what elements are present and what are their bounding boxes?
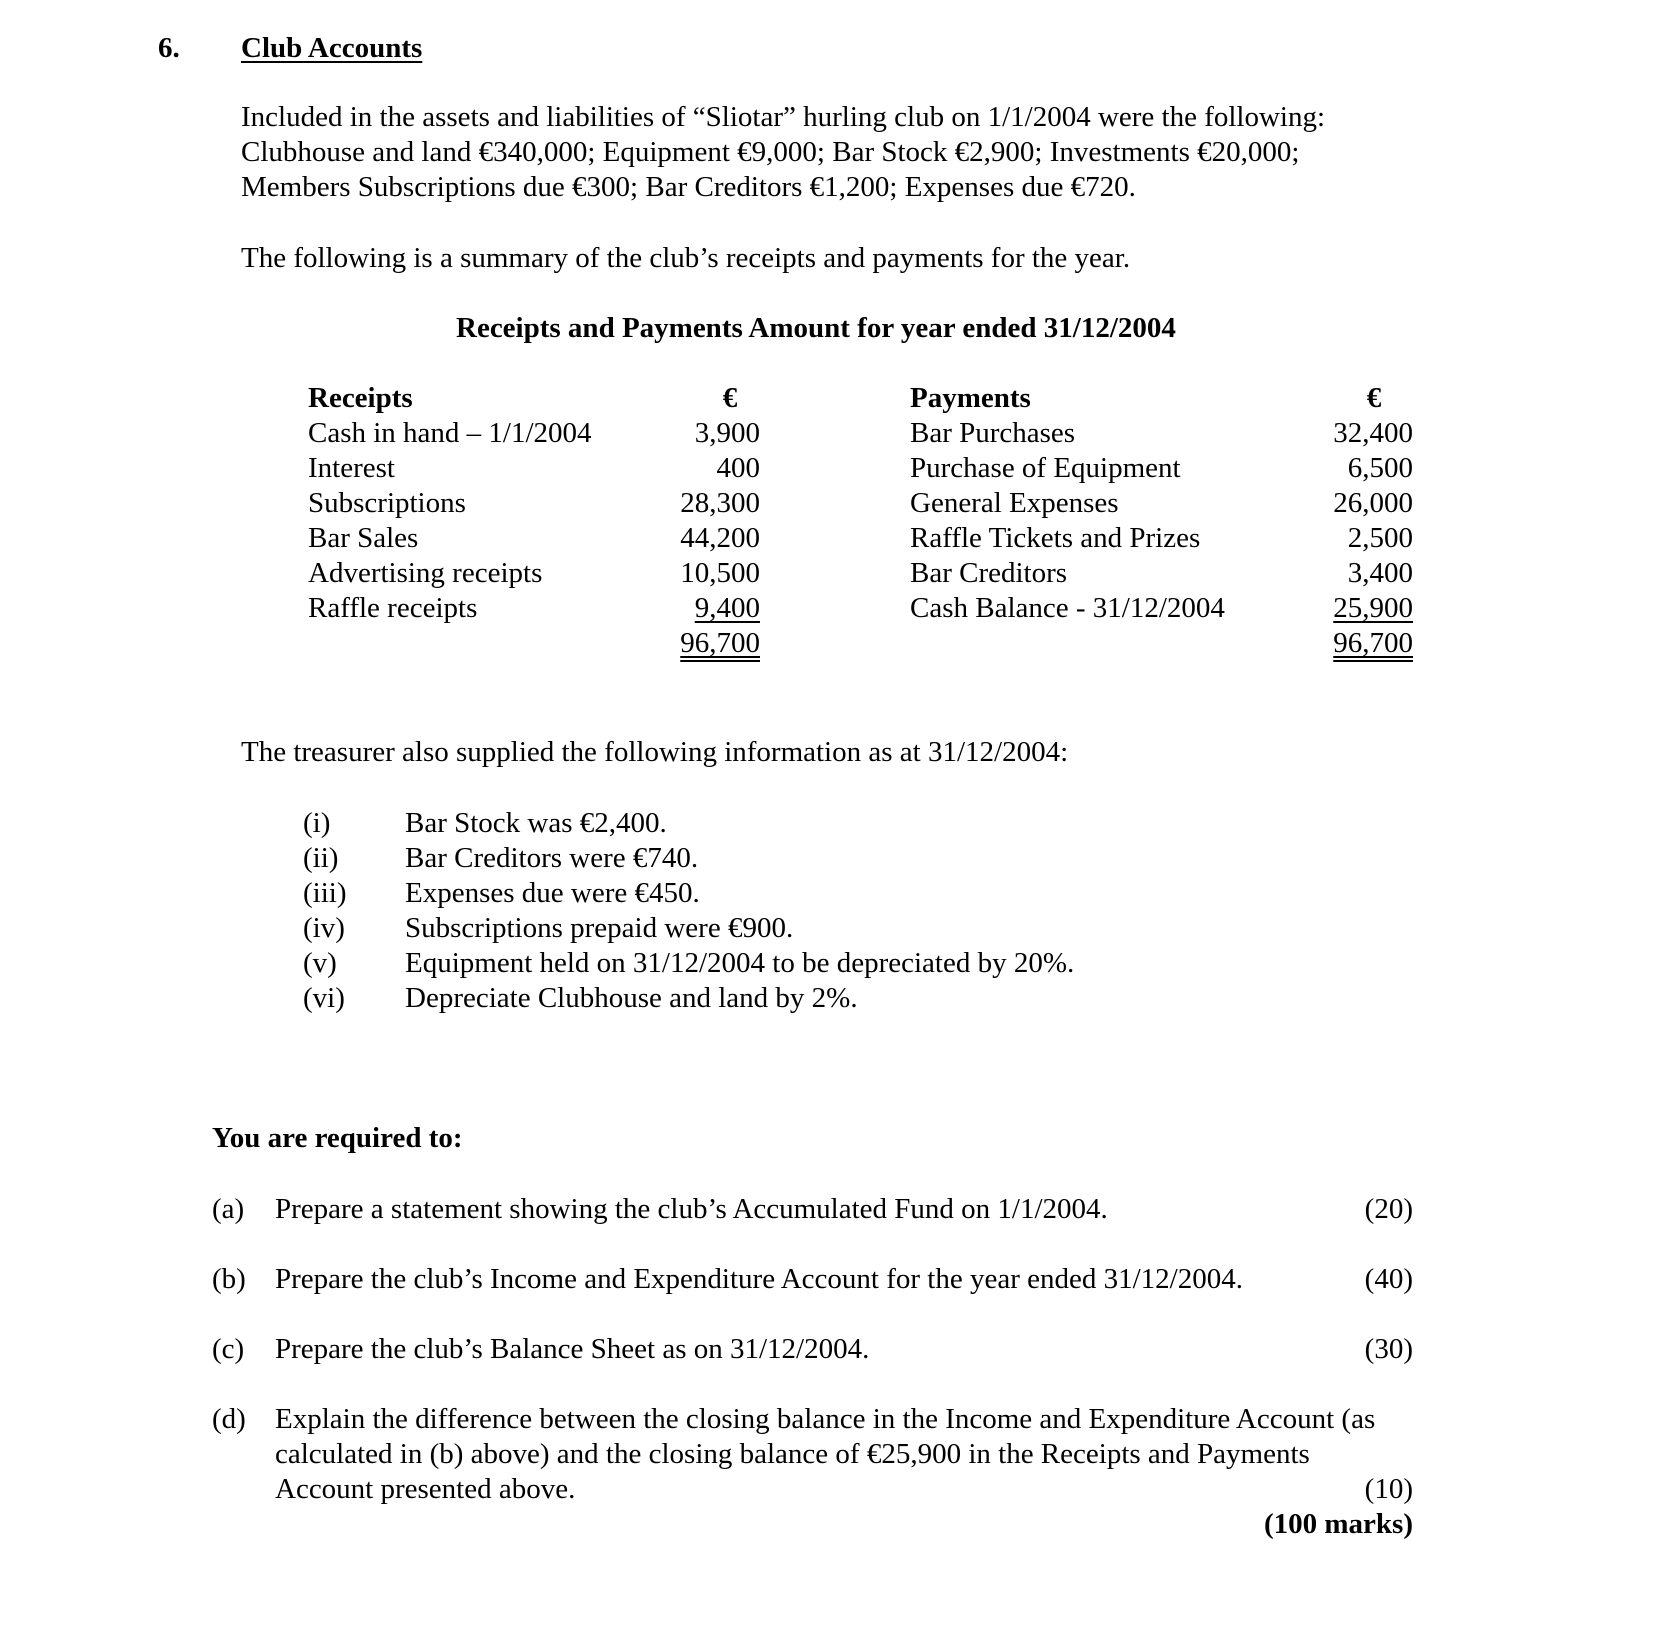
info-text: Bar Creditors were €740. bbox=[405, 842, 699, 874]
requirement-text: Account presented above. bbox=[275, 1473, 576, 1505]
summary-line: The following is a summary of the club’s receipts and payments for the year. bbox=[241, 242, 1131, 274]
info-text: Depreciate Clubhouse and land by 2%. bbox=[405, 982, 858, 1014]
requirement-text: Explain the difference between the closing balance in the Income and Expenditure Account (as bbox=[275, 1403, 1376, 1435]
intro-line: Included in the assets and liabilities of “Sliotar” hurling club on 1/1/2004 were the following: bbox=[241, 101, 1326, 133]
info-number: (iv) bbox=[303, 912, 345, 944]
payment-amount: 6,500 bbox=[1347, 452, 1413, 484]
info-number: (v) bbox=[303, 947, 337, 979]
requirement-text: calculated in (b) above) and the closing balance of €25,900 in the Receipts and Payments bbox=[275, 1438, 1310, 1470]
receipt-label: Interest bbox=[308, 452, 395, 484]
requirements-heading: You are required to: bbox=[212, 1122, 463, 1154]
payments-total: 96,700 bbox=[1333, 627, 1413, 659]
payment-label: Bar Purchases bbox=[910, 417, 1076, 449]
receipts-total: 96,700 bbox=[680, 627, 760, 659]
requirement-marks: (10) bbox=[1364, 1473, 1413, 1505]
question-title: Club Accounts bbox=[241, 32, 423, 64]
intro-line: Members Subscriptions due €300; Bar Creditors €1,200; Expenses due €720. bbox=[241, 171, 1136, 203]
receipt-amount: 3,900 bbox=[694, 417, 760, 449]
info-number: (ii) bbox=[303, 842, 339, 874]
requirement-letter: (c) bbox=[212, 1333, 245, 1365]
requirement-letter: (b) bbox=[212, 1263, 246, 1295]
info-text: Subscriptions prepaid were €900. bbox=[405, 912, 794, 944]
receipt-label: Bar Sales bbox=[308, 522, 419, 554]
payments-header: Payments bbox=[910, 382, 1031, 414]
receipt-amount: 400 bbox=[716, 452, 760, 484]
requirement-marks: (30) bbox=[1364, 1333, 1413, 1365]
question-number: 6. bbox=[158, 32, 180, 64]
info-text: Bar Stock was €2,400. bbox=[405, 807, 667, 839]
receipt-label: Advertising receipts bbox=[308, 557, 543, 589]
payment-label: Purchase of Equipment bbox=[910, 452, 1181, 484]
info-text: Expenses due were €450. bbox=[405, 877, 700, 909]
receipt-label: Subscriptions bbox=[308, 487, 466, 519]
total-marks: (100 marks) bbox=[1263, 1508, 1413, 1540]
payments-currency: € bbox=[1366, 382, 1382, 414]
account-title: Receipts and Payments Amount for year ended 31/12/2004 bbox=[456, 312, 1176, 344]
receipt-amount: 28,300 bbox=[680, 487, 760, 519]
payment-label: Bar Creditors bbox=[910, 557, 1068, 589]
treasurer-intro: The treasurer also supplied the following information as at 31/12/2004: bbox=[241, 736, 1069, 768]
payment-label: General Expenses bbox=[910, 487, 1119, 519]
info-number: (vi) bbox=[303, 982, 345, 1014]
payment-amount: 26,000 bbox=[1333, 487, 1413, 519]
payment-label: Raffle Tickets and Prizes bbox=[910, 522, 1201, 554]
payment-amount: 25,900 bbox=[1333, 592, 1413, 624]
receipt-label: Cash in hand – 1/1/2004 bbox=[308, 417, 592, 449]
requirement-letter: (a) bbox=[212, 1193, 245, 1225]
receipts-header: Receipts bbox=[308, 382, 413, 414]
requirement-marks: (20) bbox=[1364, 1193, 1413, 1225]
requirement-marks: (40) bbox=[1364, 1263, 1413, 1295]
receipt-amount: 9,400 bbox=[694, 592, 760, 624]
requirement-text: Prepare the club’s Income and Expenditure Account for the year ended 31/12/2004. bbox=[275, 1263, 1243, 1295]
requirement-text: Prepare a statement showing the club’s Accumulated Fund on 1/1/2004. bbox=[275, 1193, 1108, 1225]
payment-amount: 2,500 bbox=[1347, 522, 1413, 554]
receipt-label: Raffle receipts bbox=[308, 592, 478, 624]
requirement-text: Prepare the club’s Balance Sheet as on 31/12/2004. bbox=[275, 1333, 870, 1365]
payment-amount: 3,400 bbox=[1347, 557, 1413, 589]
payment-label: Cash Balance - 31/12/2004 bbox=[910, 592, 1225, 624]
info-number: (iii) bbox=[303, 877, 347, 909]
requirement-letter: (d) bbox=[212, 1403, 246, 1435]
receipts-currency: € bbox=[722, 382, 738, 414]
receipt-amount: 10,500 bbox=[680, 557, 760, 589]
info-number: (i) bbox=[303, 807, 331, 839]
payment-amount: 32,400 bbox=[1333, 417, 1413, 449]
intro-line: Clubhouse and land €340,000; Equipment €9,000; Bar Stock €2,900; Investments €20,000; bbox=[241, 136, 1300, 168]
receipt-amount: 44,200 bbox=[680, 522, 760, 554]
info-text: Equipment held on 31/12/2004 to be depreciated by 20%. bbox=[405, 947, 1075, 979]
